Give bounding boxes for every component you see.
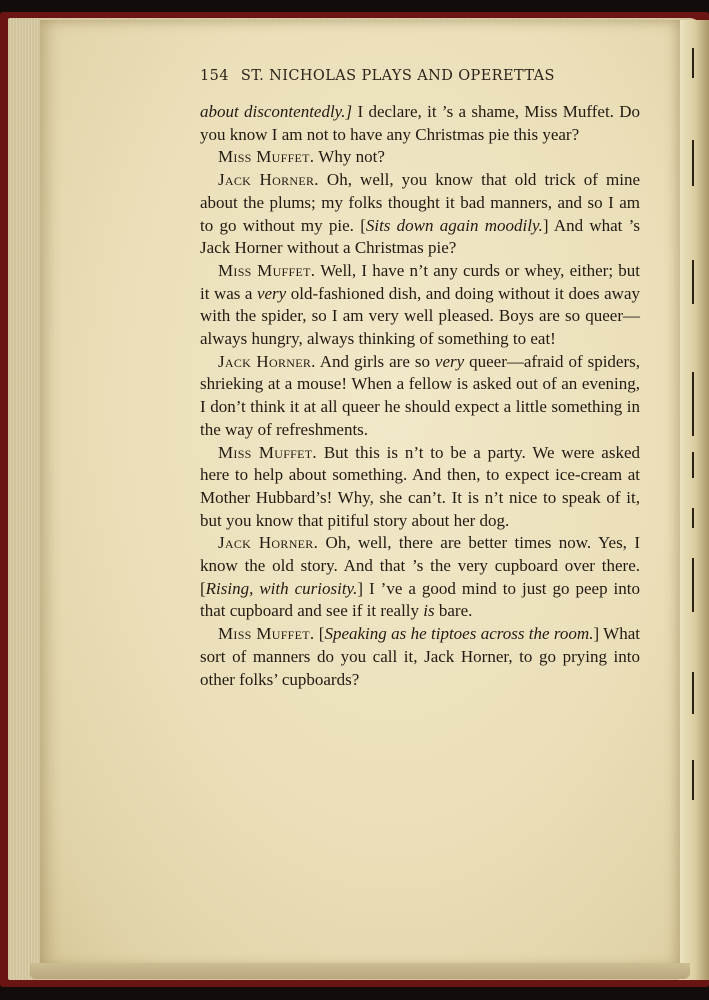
dialogue-text: Oh, well, there are better times now. Yes, I know the old story. And that ’s the very cupboard over there. [	[200, 533, 640, 598]
dialogue-text: [	[314, 624, 325, 644]
speaker-name: Miss Muffet.	[218, 260, 316, 280]
page-number: 154	[200, 68, 229, 84]
dialogue-text: queer—afraid of spiders, shrieking at a mouse! When a fellow is asked out of an evening, I don’t think it at all queer he should expect a little something in the way of refreshments.	[200, 351, 640, 439]
speaker-name: Jack Horner.	[218, 351, 316, 371]
stage-direction: very	[434, 351, 465, 371]
paragraph	[200, 623, 640, 691]
dialogue-text: I declare, it ’s a shame, Miss Muffet. Do you know I am not to have any Christmas pie this year?	[200, 102, 641, 144]
edge-mark	[692, 260, 694, 304]
speaker-name: Miss Muffet.	[218, 442, 317, 462]
speaker-name: Jack Horner.	[218, 170, 319, 190]
dialogue-text: Why not?	[314, 147, 385, 167]
stage-direction: Speaking as he tiptoes across the room.	[324, 624, 594, 644]
paragraph	[200, 351, 640, 442]
stage-direction: Rising, with curiosity.	[205, 578, 358, 598]
paragraph	[200, 169, 640, 260]
edge-mark	[692, 558, 694, 612]
paragraph	[200, 146, 640, 169]
running-header	[200, 68, 640, 84]
dialogue-text: But this is n’t to be a party. We were asked here to help about something. And then, to expect ice-cream at Mother Hubbard’s! Why, she can’t. It is n’t nice to speak of it, but you know that pitiful story about her dog.	[200, 442, 640, 530]
dialogue-text: ] And what ’s Jack Horner without a Christmas pie?	[200, 215, 640, 258]
edge-mark	[692, 452, 694, 478]
dialogue-text: Well, I have n’t any curds or whey, either; but it was a	[200, 260, 640, 303]
speaker-name: Miss Muffet.	[218, 147, 315, 167]
dialogue-text: ] I ’ve a good mind to just go peep into that cupboard and see if it really	[200, 578, 640, 621]
edge-mark	[692, 508, 694, 528]
stage-direction: about discontentedly.]	[200, 102, 353, 121]
stage-direction: Sits down again moodily.	[365, 215, 543, 235]
page-body	[200, 101, 640, 691]
speaker-name: Miss Muffet.	[218, 624, 315, 644]
page-bottom-edge	[30, 963, 690, 979]
edge-mark	[692, 672, 694, 714]
running-title: ST. NICHOLAS PLAYS AND OPERETTAS	[240, 68, 555, 84]
right-page-edge	[679, 20, 709, 980]
speaker-name: Jack Horner.	[218, 533, 319, 553]
edge-mark	[692, 760, 694, 800]
dialogue-text: old-fashioned dish, and doing without it does away with the spider, so I am very well pleased. Boys are so queer—always hungry, always thinking of something to eat!	[200, 283, 640, 349]
paragraph	[200, 260, 640, 351]
paragraph	[200, 101, 640, 146]
dialogue-text: And girls are so	[315, 351, 435, 371]
stage-direction: is	[423, 601, 435, 621]
stage-direction: very	[256, 283, 287, 303]
paragraph	[200, 532, 640, 623]
dialogue-text: ] What sort of manners do you call it, Jack Horner, to go prying into other folks’ cupboards?	[200, 624, 640, 689]
edge-mark	[692, 140, 694, 186]
edge-mark	[692, 48, 694, 78]
edge-mark	[692, 372, 694, 436]
paragraph	[200, 442, 640, 533]
dialogue-text: bare.	[434, 601, 473, 621]
dialogue-text: Oh, well, you know that old trick of mine about the plums; my folks thought it bad manners, and so I am to go without my pie. [	[200, 170, 641, 235]
